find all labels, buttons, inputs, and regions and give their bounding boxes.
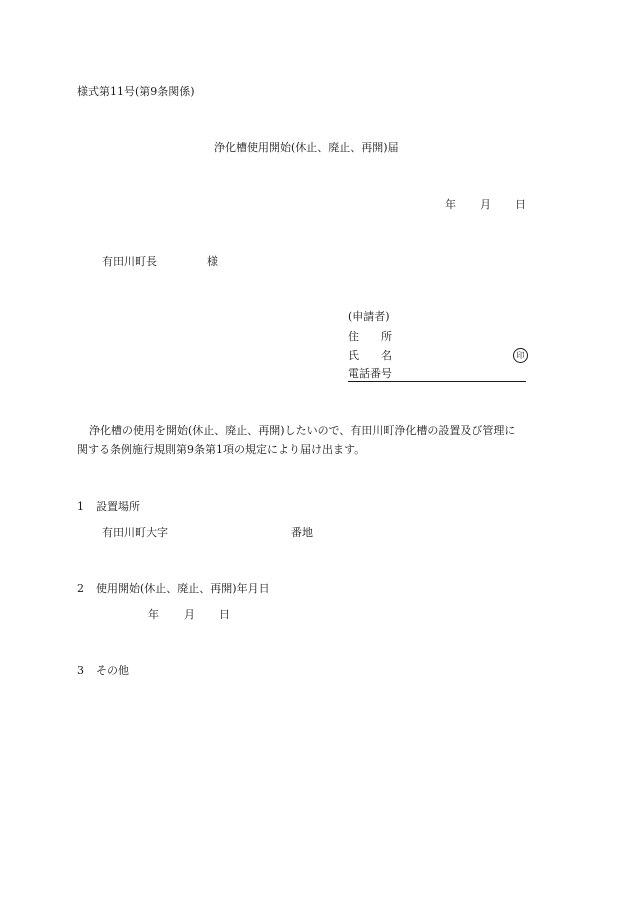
location-prefix: 有田川町大字 xyxy=(102,526,168,539)
section-2-month-label: 月 xyxy=(184,608,195,621)
seal-glyph: 印 xyxy=(513,348,528,363)
date-month-label: 月 xyxy=(480,198,491,211)
addressee-honorific: 様 xyxy=(207,255,218,268)
section-2-year-label: 年 xyxy=(148,608,159,621)
date-day-label: 日 xyxy=(515,198,526,211)
section-1-title: 設置場所 xyxy=(96,500,140,513)
seal-mark xyxy=(513,348,528,363)
section-2-number: 2 xyxy=(77,582,84,595)
document-title: 浄化槽使用開始(休止、廃止、再開)届 xyxy=(214,141,399,154)
section-2-day-label: 日 xyxy=(219,608,230,621)
addressee-name: 有田川町長 xyxy=(102,255,157,268)
body-line-2: 関する条例施行規則第9条第1項の規定により届け出ます。 xyxy=(77,443,366,456)
phone-field xyxy=(348,367,526,382)
applicant-heading: (申請者) xyxy=(348,310,390,323)
form-number: 様式第11号(第9条関係) xyxy=(77,85,195,98)
section-2-title: 使用開始(休止、廃止、再開)年月日 xyxy=(96,582,270,595)
section-1-number: 1 xyxy=(77,500,84,513)
section-3-title: その他 xyxy=(96,664,129,677)
name-label: 氏 名 xyxy=(348,349,392,362)
body-line-1: 浄化槽の使用を開始(休止、廃止、再開)したいので、有田川町浄化槽の設置及び管理に xyxy=(89,424,516,437)
section-3-number: 3 xyxy=(77,664,84,677)
date-year-label: 年 xyxy=(445,198,456,211)
address-label: 住 所 xyxy=(348,330,392,343)
location-suffix: 番地 xyxy=(291,526,313,539)
phone-label: 電話番号 xyxy=(348,367,392,380)
